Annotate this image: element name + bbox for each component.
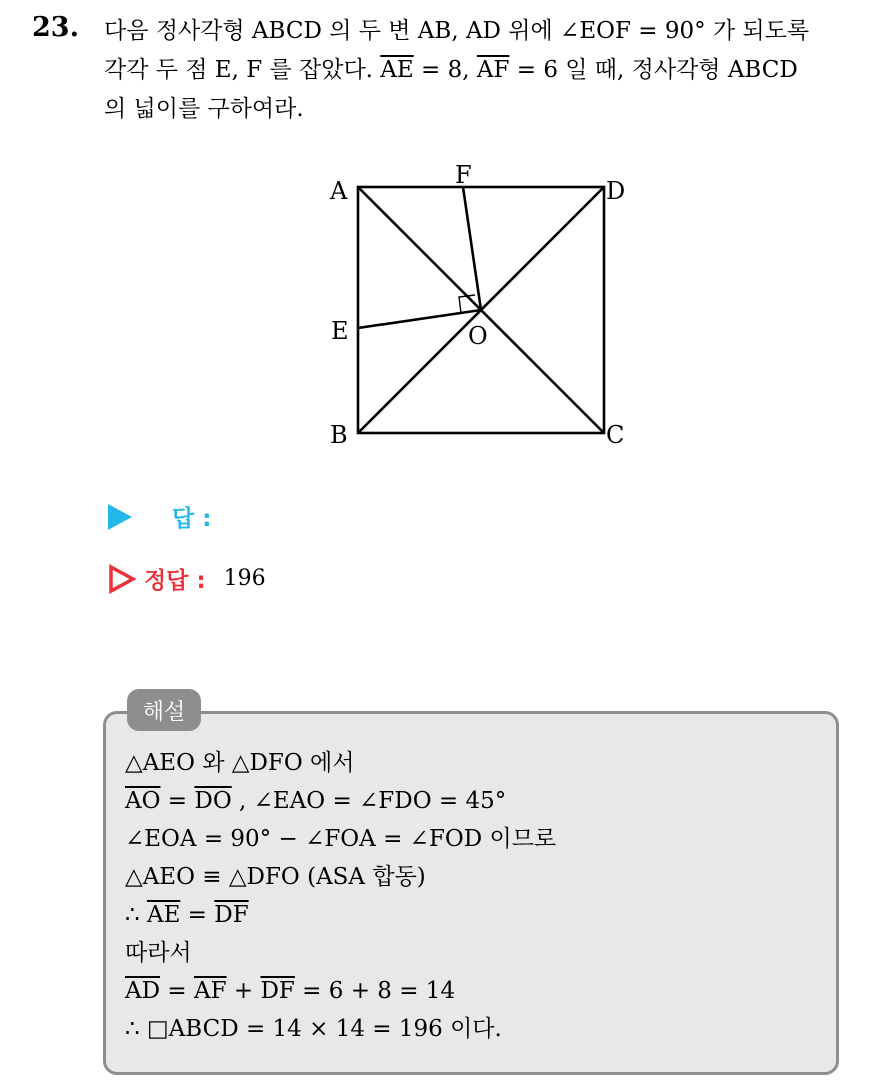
answer-label: 답 : bbox=[172, 506, 212, 532]
label-b: B bbox=[330, 421, 348, 449]
question-line-2: 각각 두 점 E, F 를 잡았다. $\overline{AE} = 8$, $\overline{AF} = 6$ 일 때, 정사각형 ABCD bbox=[104, 57, 798, 83]
question-number: 23. bbox=[32, 12, 79, 43]
solution-line-3: ∠EOA = 90° − ∠FOA = ∠FOD 이므로 bbox=[125, 826, 557, 852]
label-d: D bbox=[606, 177, 626, 205]
label-c: C bbox=[606, 421, 625, 449]
segment-oe bbox=[358, 310, 481, 328]
solution-line-6: 따라서 bbox=[125, 940, 192, 966]
question-text bbox=[104, 12, 874, 129]
label-f: F bbox=[455, 161, 472, 189]
play-icon bbox=[108, 504, 132, 530]
question-line-1: 다음 정사각형 ABCD 의 두 변 AB, AD 위에 ∠EOF = 90° 가 되도록 bbox=[104, 18, 810, 44]
solution-line-4: △AEO ≡ △DFO (ASA 합동) bbox=[125, 864, 426, 890]
label-a: A bbox=[330, 177, 348, 205]
correct-answer-value: 196 bbox=[223, 566, 266, 591]
square-figure bbox=[320, 150, 640, 460]
solution-tab: 해설 bbox=[127, 689, 201, 731]
correct-answer-label: 정답 : bbox=[144, 568, 206, 594]
play-outline-icon bbox=[108, 564, 136, 594]
solution-line-8: ∴ □ABCD = 14 × 14 = 196 이다. bbox=[125, 1016, 502, 1042]
solution-line-1: △AEO 와 △DFO 에서 bbox=[125, 750, 355, 776]
label-e: E bbox=[331, 317, 349, 345]
segment-ae: $\overline{AE}$ bbox=[380, 57, 414, 83]
solution-text bbox=[125, 744, 556, 1048]
segment-of bbox=[463, 187, 481, 310]
correct-answer-row bbox=[108, 562, 266, 595]
solution-line-2: $\overline{AO} = \overline{DO}$ , ∠EAO = ∠FDO = 45° bbox=[125, 788, 507, 814]
solution-line-7: $\overline{AD} = \overline{AF} + \overline{DF} = 6 + 8 = 14$ bbox=[125, 978, 456, 1004]
segment-af: $\overline{AF}$ bbox=[476, 57, 510, 83]
answer-row bbox=[108, 500, 211, 533]
solution-line-5: ∴ $\overline{AE} = \overline{DF}$ bbox=[125, 902, 249, 928]
question-line-3: 의 넓이를 구하여라. bbox=[104, 96, 304, 122]
label-o: O bbox=[468, 322, 488, 350]
